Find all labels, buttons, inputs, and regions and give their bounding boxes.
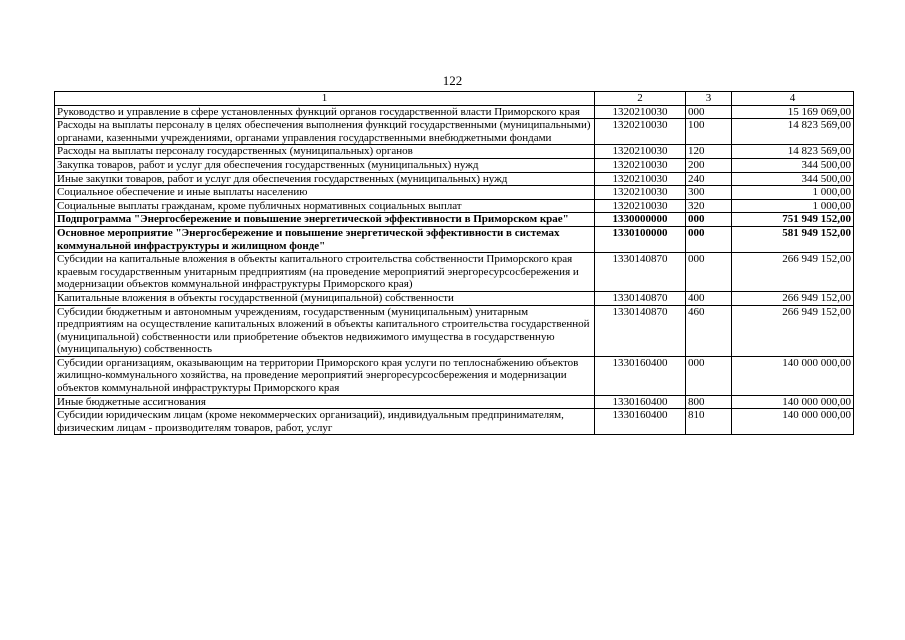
row-amount-cell: 14 823 569,00 <box>732 119 854 145</box>
table-row <box>55 105 854 119</box>
row-code-cell: 1330140870 <box>595 291 686 305</box>
row-type-cell: 000 <box>686 253 732 292</box>
row-name-cell: Расходы на выплаты персоналу в целях обеспечения выполнения функций государственными (муниципальными) органами, казенными учреждениями, органами управления государственными внебюджетными фондами <box>55 119 595 145</box>
row-code-cell: 1330100000 <box>595 226 686 252</box>
row-code-cell: 1320210030 <box>595 119 686 145</box>
row-amount-cell: 266 949 152,00 <box>732 253 854 292</box>
column-header-1: 1 <box>55 92 595 106</box>
row-amount-cell: 140 000 000,00 <box>732 409 854 435</box>
row-name-cell: Субсидии юридическим лицам (кроме некоммерческих организаций), индивидуальным предпринимателям, физическим лицам - производителям товаров, работ, услуг <box>55 409 595 435</box>
row-type-cell: 000 <box>686 226 732 252</box>
row-type-cell: 810 <box>686 409 732 435</box>
row-code-cell: 1330160400 <box>595 356 686 395</box>
row-type-cell: 240 <box>686 172 732 186</box>
row-code-cell: 1320210030 <box>595 105 686 119</box>
table-row <box>55 119 854 145</box>
row-amount-cell: 15 169 069,00 <box>732 105 854 119</box>
table-row <box>55 253 854 292</box>
row-amount-cell: 1 000,00 <box>732 186 854 200</box>
table-row <box>55 305 854 356</box>
row-code-cell: 1330160400 <box>595 409 686 435</box>
row-amount-cell: 344 500,00 <box>732 172 854 186</box>
row-type-cell: 460 <box>686 305 732 356</box>
row-code-cell: 1320210030 <box>595 199 686 213</box>
row-amount-cell: 14 823 569,00 <box>732 145 854 159</box>
budget-table <box>54 91 854 435</box>
row-amount-cell: 266 949 152,00 <box>732 291 854 305</box>
row-code-cell: 1330140870 <box>595 305 686 356</box>
row-amount-cell: 140 000 000,00 <box>732 356 854 395</box>
table-row <box>55 356 854 395</box>
table-row <box>55 172 854 186</box>
row-type-cell: 000 <box>686 105 732 119</box>
row-name-cell: Руководство и управление в сфере установленных функций органов государственной власти Приморского края <box>55 105 595 119</box>
row-name-cell: Субсидии на капитальные вложения в объекты капитального строительства собственности Приморского края краевым государственным унитарным предприятиям (на проведение мероприятий энергоресурсосбережения и модернизации объектов коммунальной инфраструктуры Приморского края) <box>55 253 595 292</box>
table-row <box>55 291 854 305</box>
row-name-cell: Закупка товаров, работ и услуг для обеспечения государственных (муниципальных) нужд <box>55 158 595 172</box>
table-row <box>55 186 854 200</box>
row-type-cell: 100 <box>686 119 732 145</box>
row-code-cell: 1320210030 <box>595 172 686 186</box>
row-amount-cell: 581 949 152,00 <box>732 226 854 252</box>
table-header-row <box>55 92 854 106</box>
row-type-cell: 200 <box>686 158 732 172</box>
table-row <box>55 226 854 252</box>
row-name-cell: Расходы на выплаты персоналу государственных (муниципальных) органов <box>55 145 595 159</box>
row-type-cell: 300 <box>686 186 732 200</box>
page-number: 122 <box>442 73 463 88</box>
row-code-cell: 1320210030 <box>595 145 686 159</box>
table-row <box>55 395 854 409</box>
row-amount-cell: 140 000 000,00 <box>732 395 854 409</box>
row-type-cell: 120 <box>686 145 732 159</box>
row-amount-cell: 266 949 152,00 <box>732 305 854 356</box>
row-name-cell: Основное мероприятие "Энергосбережение и повышение энергетической эффективности в системах коммунальной инфраструктуры и жилищном фонде" <box>55 226 595 252</box>
row-code-cell: 1330160400 <box>595 395 686 409</box>
row-name-cell: Субсидии бюджетным и автономным учреждениям, государственным (муниципальным) унитарным предприятиям на осуществление капитальных вложений в объекты капитального строительства государственной (муниципальной) собственности или приобретение объектов недвижимого имущества в государственную (муниципальную) собственность <box>55 305 595 356</box>
table-row <box>55 145 854 159</box>
row-code-cell: 1330000000 <box>595 213 686 227</box>
table-row <box>55 158 854 172</box>
table-row <box>55 199 854 213</box>
column-header-2: 2 <box>595 92 686 106</box>
row-amount-cell: 751 949 152,00 <box>732 213 854 227</box>
row-type-cell: 320 <box>686 199 732 213</box>
row-name-cell: Иные бюджетные ассигнования <box>55 395 595 409</box>
row-name-cell: Капитальные вложения в объекты государственной (муниципальной) собственности <box>55 291 595 305</box>
table-body <box>55 92 854 435</box>
table-row <box>55 213 854 227</box>
table-row <box>55 409 854 435</box>
row-name-cell: Подпрограмма "Энергосбережение и повышение энергетической эффективности в Приморском крае" <box>55 213 595 227</box>
row-amount-cell: 344 500,00 <box>732 158 854 172</box>
column-header-4: 4 <box>732 92 854 106</box>
row-type-cell: 400 <box>686 291 732 305</box>
row-type-cell: 000 <box>686 356 732 395</box>
row-name-cell: Иные закупки товаров, работ и услуг для обеспечения государственных (муниципальных) нужд <box>55 172 595 186</box>
row-code-cell: 1320210030 <box>595 186 686 200</box>
column-header-3: 3 <box>686 92 732 106</box>
row-name-cell: Социальное обеспечение и иные выплаты населению <box>55 186 595 200</box>
row-amount-cell: 1 000,00 <box>732 199 854 213</box>
row-code-cell: 1320210030 <box>595 158 686 172</box>
row-code-cell: 1330140870 <box>595 253 686 292</box>
row-name-cell: Социальные выплаты гражданам, кроме публичных нормативных социальных выплат <box>55 199 595 213</box>
row-type-cell: 000 <box>686 213 732 227</box>
row-type-cell: 800 <box>686 395 732 409</box>
row-name-cell: Субсидии организациям, оказывающим на территории Приморского края услуги по теплоснабжению объектов жилищно-коммунального хозяйства, на проведение мероприятий энергоресурсосбережения и модернизации объектов коммунальной инфраструктуры Приморского края <box>55 356 595 395</box>
